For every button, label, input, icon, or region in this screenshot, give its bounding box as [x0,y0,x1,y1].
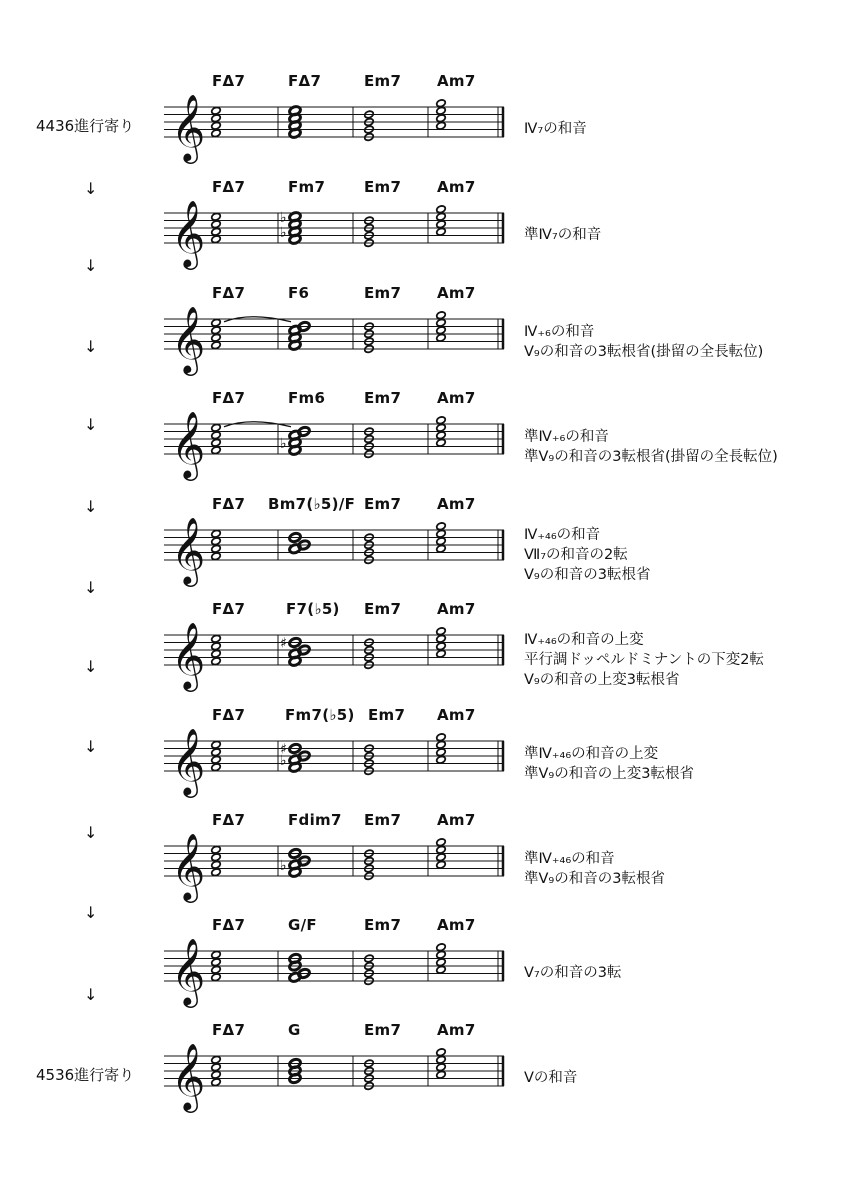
chord-symbol: FΔ7 [212,72,246,90]
chord-symbol: Am7 [437,600,476,618]
down-arrow-icon: ↓ [84,578,98,597]
down-arrow-icon: ↓ [84,903,98,922]
progression-row [0,600,849,705]
down-arrow-icon: ↓ [84,985,98,1004]
chord-symbol: Am7 [437,811,476,829]
chord-symbol: FΔ7 [212,811,246,829]
whole-note [436,845,446,854]
chord-function-text: 準Ⅴ₉の和音の3転根省 [524,871,665,887]
whole-note [211,1055,221,1064]
whole-note [211,853,221,862]
progression-row [0,72,849,177]
whole-note [211,227,221,236]
whole-note [211,106,221,115]
flat-icon: ♭ [280,224,287,241]
whole-note [436,522,446,531]
chord-symbol: Em7 [364,1021,402,1039]
whole-note [436,755,446,764]
whole-note [211,965,221,974]
chord-symbol: Em7 [364,72,402,90]
whole-note [436,740,446,749]
chord-function-text: Ⅳ₊₄₆の和音の上変 [524,632,644,648]
chord-symbol: Am7 [437,284,476,302]
whole-note [436,950,446,959]
whole-note [211,845,221,854]
whole-note [436,212,446,221]
whole-note [436,529,446,538]
chord-function-text: 準Ⅳ₊₄₆の和音の上変 [524,746,659,762]
treble-clef-icon: 𝄞 [171,727,206,795]
chord-symbol: FΔ7 [288,72,322,90]
whole-note [211,1078,221,1087]
music-staff [0,811,849,916]
music-staff [0,178,849,283]
whole-note [436,649,446,658]
flat-icon: ♭ [280,209,287,226]
sharp-icon: ♯ [280,741,287,758]
whole-note [436,642,446,651]
down-arrow-icon: ↓ [84,823,98,842]
progression-row [0,706,849,811]
chord-symbol: Em7 [364,495,402,513]
down-arrow-icon: ↓ [84,497,98,516]
progression-label-top: 4436進行寄り [36,117,135,135]
whole-note [436,99,446,108]
whole-note [211,544,221,553]
whole-note [436,311,446,320]
chord-function-text: Ⅴ₉の和音の3転根省(掛留の全長転位) [524,344,764,360]
down-arrow-icon: ↓ [84,737,98,756]
whole-note [211,552,221,561]
whole-note [211,114,221,123]
whole-note [211,1070,221,1079]
chord-symbol: Fm7 [288,178,326,196]
chord-function-text: 準Ⅳ₊₆の和音 [524,429,609,445]
whole-note [211,121,221,130]
progression-row [0,811,849,916]
whole-note [211,740,221,749]
chord-symbol: Am7 [437,72,476,90]
chord-function-text: Ⅳ₊₆の和音 [524,324,595,340]
treble-clef-icon: 𝄞 [171,305,206,373]
flat-icon: ♭ [280,752,287,769]
progression-row [0,495,849,600]
treble-clef-icon: 𝄞 [171,93,206,161]
chord-symbol: Fm6 [288,389,326,407]
whole-note [211,318,221,327]
chord-symbol: Fm7(♭5) [285,706,355,724]
chord-symbol: FΔ7 [212,389,246,407]
whole-note [436,114,446,123]
chord-function-text: 準Ⅳ₇の和音 [524,227,602,243]
whole-note [211,649,221,658]
whole-note [211,748,221,757]
whole-note [211,438,221,447]
whole-note [436,438,446,447]
treble-clef-icon: 𝄞 [171,410,206,478]
whole-note [436,416,446,425]
chord-function-text: Ⅴの和音 [524,1070,578,1086]
whole-note [436,333,446,342]
whole-note [436,220,446,229]
chord-function-text: 準Ⅳ₊₄₆の和音 [524,851,615,867]
whole-note [436,205,446,214]
whole-note [211,642,221,651]
whole-note [211,333,221,342]
whole-note [436,544,446,553]
chord-symbol: FΔ7 [212,178,246,196]
whole-note [436,106,446,115]
progression-row [0,284,849,389]
treble-clef-icon: 𝄞 [171,199,206,267]
whole-note [436,121,446,130]
progression-row [0,916,849,1021]
whole-note [436,860,446,869]
whole-note [211,220,221,229]
whole-note [211,657,221,666]
whole-note [436,326,446,335]
whole-note [436,537,446,546]
chord-symbol: Am7 [437,389,476,407]
chord-symbol: FΔ7 [212,916,246,934]
whole-note [436,1055,446,1064]
chord-symbol: FΔ7 [212,600,246,618]
treble-clef-icon: 𝄞 [171,832,206,900]
down-arrow-icon: ↓ [84,657,98,676]
whole-note [436,1048,446,1057]
chord-symbol: Bm7(♭5)/F [268,495,356,513]
down-arrow-icon: ↓ [84,415,98,434]
chord-symbol: F7(♭5) [286,600,340,618]
chord-symbol: Em7 [364,178,402,196]
whole-note [211,755,221,764]
chord-function-text: Ⅴ₇の和音の3転 [524,965,622,981]
music-staff [0,1021,849,1126]
music-staff [0,284,849,389]
chord-function-text: 平行調ドッペルドミナントの下変2転 [524,652,764,668]
whole-note [211,950,221,959]
music-staff [0,706,849,811]
music-staff [0,495,849,600]
chord-symbol: Em7 [364,811,402,829]
chord-symbol: Am7 [437,495,476,513]
treble-clef-icon: 𝄞 [171,1042,206,1110]
progression-row [0,389,849,494]
down-arrow-icon: ↓ [84,256,98,275]
whole-note [436,318,446,327]
whole-note [211,326,221,335]
whole-note [436,431,446,440]
whole-note [211,446,221,455]
whole-note [436,733,446,742]
chord-symbol: Am7 [437,706,476,724]
chord-function-text: 準Ⅴ₉の和音の3転根省(掛留の全長転位) [524,449,778,465]
treble-clef-icon: 𝄞 [171,937,206,1005]
whole-note [211,958,221,967]
whole-note [436,965,446,974]
whole-note [436,634,446,643]
chord-symbol: Am7 [437,1021,476,1039]
chord-function-text: Ⅶ₇の和音の2転 [524,547,628,563]
whole-note [436,423,446,432]
whole-note [211,341,221,350]
whole-note [436,748,446,757]
chord-symbol: Em7 [364,916,402,934]
music-staff [0,916,849,1021]
whole-note [436,1070,446,1079]
whole-note [211,763,221,772]
chord-function-text: Ⅳ₊₄₆の和音 [524,527,601,543]
down-arrow-icon: ↓ [84,179,98,198]
music-staff [0,72,849,177]
progression-row [0,178,849,283]
chord-symbol: Em7 [364,389,402,407]
chord-symbol: Em7 [364,600,402,618]
chord-symbol: Am7 [437,916,476,934]
whole-note [211,212,221,221]
chord-symbol: FΔ7 [212,706,246,724]
treble-clef-icon: 𝄞 [171,621,206,689]
chord-symbol: G [288,1021,301,1039]
chord-symbol: G/F [288,916,317,934]
whole-note [436,838,446,847]
flat-icon: ♭ [280,857,287,874]
chord-symbol: FΔ7 [212,495,246,513]
chord-symbol: F6 [288,284,310,302]
whole-note [436,958,446,967]
whole-note [436,627,446,636]
chord-symbol: Em7 [364,284,402,302]
chord-function-text: Ⅴ₉の和音の上変3転根省 [524,672,680,688]
whole-note [211,1063,221,1072]
sharp-icon: ♯ [280,635,287,652]
progression-label-bottom: 4536進行寄り [36,1066,135,1084]
chord-function-text: 準Ⅴ₉の和音の上変3転根省 [524,766,694,782]
chord-function-text: Ⅴ₉の和音の3転根省 [524,567,651,583]
whole-note [211,529,221,538]
whole-note [211,973,221,982]
whole-note [211,431,221,440]
treble-clef-icon: 𝄞 [171,516,206,584]
chord-function-text: Ⅳ₇の和音 [524,121,587,137]
chord-symbol: Am7 [437,178,476,196]
whole-note [211,634,221,643]
whole-note [211,235,221,244]
whole-note [436,943,446,952]
down-arrow-icon: ↓ [84,337,98,356]
chord-symbol: FΔ7 [212,284,246,302]
whole-note [436,227,446,236]
whole-note [436,1063,446,1072]
whole-note [211,537,221,546]
music-staff [0,389,849,494]
whole-note [436,853,446,862]
chord-symbol: Fdim7 [288,811,342,829]
whole-note [211,868,221,877]
whole-note [211,423,221,432]
whole-note [211,129,221,138]
chord-symbol: Em7 [368,706,406,724]
flat-icon: ♭ [280,435,287,452]
chord-symbol: FΔ7 [212,1021,246,1039]
whole-note [211,860,221,869]
progression-row [0,1021,849,1126]
